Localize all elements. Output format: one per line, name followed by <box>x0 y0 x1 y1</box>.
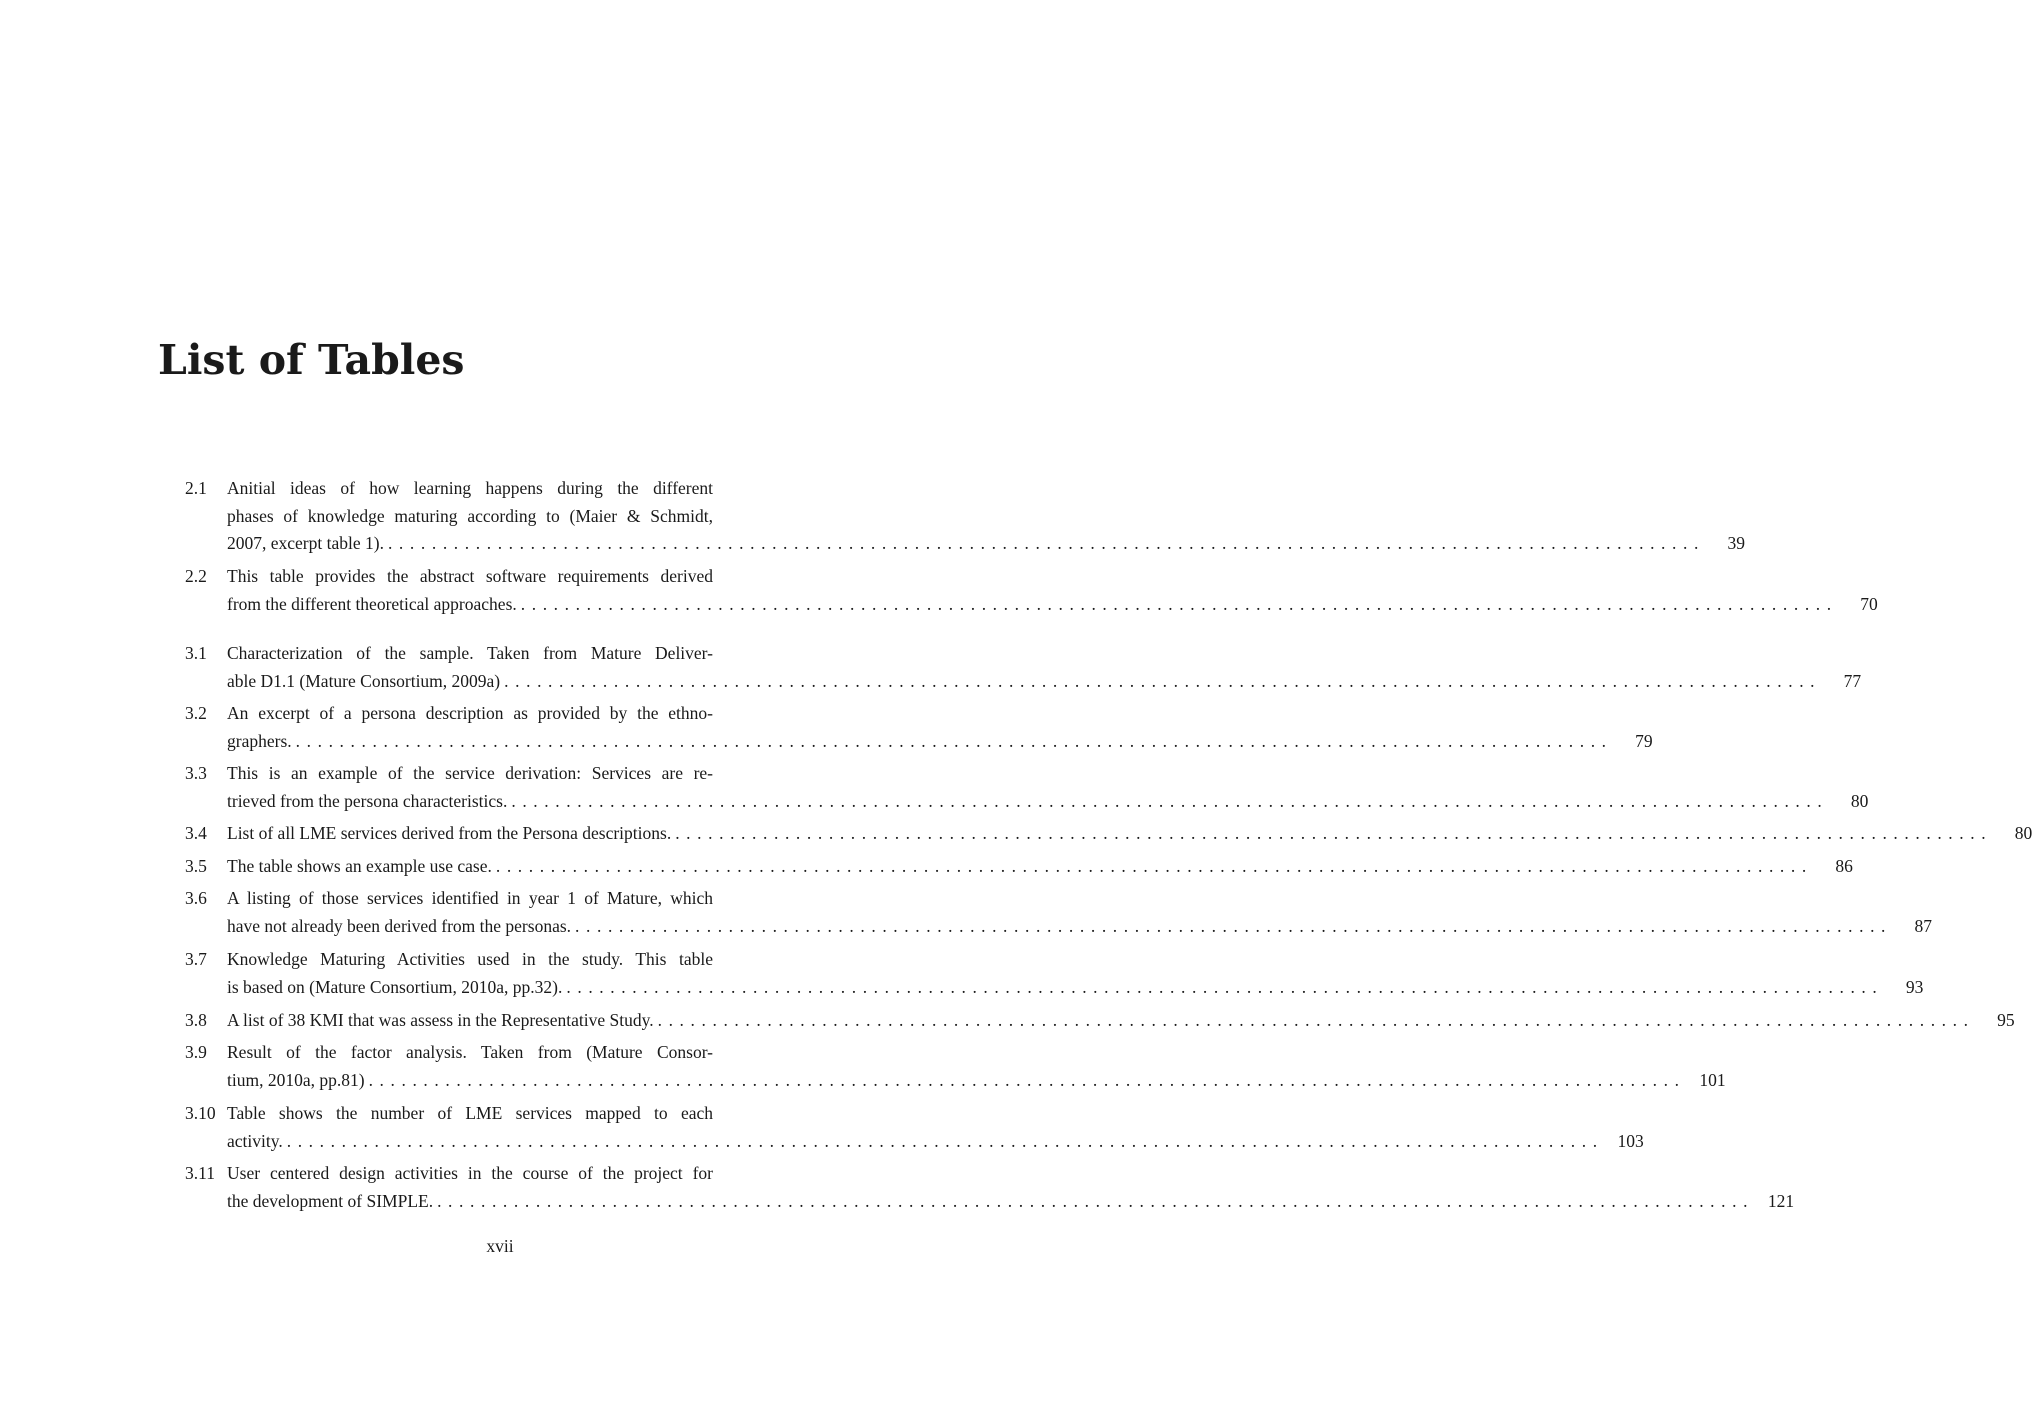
entry-page-number: 70 <box>1860 593 1878 614</box>
entry-caption <box>227 1039 1726 1094</box>
entry-page-number: 86 <box>1835 856 1853 876</box>
caption-line: graphers. <box>227 730 292 751</box>
caption-line: An excerpt of a persona description as provided by the ethno- <box>227 703 713 723</box>
entry-caption <box>227 640 1862 695</box>
entry-number: 3.11 <box>185 1163 215 1183</box>
caption-line: trieved from the persona characteristics. <box>227 790 508 811</box>
entry-number: 2.2 <box>185 566 207 586</box>
entry-caption <box>227 1100 1644 1155</box>
entry-number: 3.7 <box>185 949 207 969</box>
caption-line: A listing of those services identified in year 1 of Mature, which <box>227 888 713 908</box>
dot-leader: ........................................................................................................................ <box>575 915 1893 936</box>
entry-page-number: 121 <box>1767 1190 1795 1211</box>
caption-line: from the different theoretical approaches. <box>227 593 517 614</box>
entry-number: 3.8 <box>185 1010 207 1030</box>
caption-line: Table shows the number of LME services mapped to each <box>227 1103 713 1123</box>
toc-entry[interactable] <box>185 1100 1644 1155</box>
entry-caption <box>227 700 1653 755</box>
toc-entry[interactable] <box>185 820 2032 848</box>
caption-line: the development of SIMPLE. <box>227 1190 434 1211</box>
caption-line: is based on (Mature Consortium, 2010a, pp.32). <box>227 976 563 997</box>
entry-number: 3.1 <box>185 643 207 663</box>
toc-entry[interactable] <box>185 1007 2015 1035</box>
toc-entry[interactable] <box>185 563 1878 618</box>
entry-page-number: 80 <box>1850 790 1869 811</box>
page-title: List of Tables <box>158 336 465 384</box>
toc-entry[interactable] <box>185 1039 1726 1094</box>
toc-entry[interactable] <box>185 853 1853 881</box>
dot-leader: ........................................................................................................................ <box>675 823 1993 843</box>
caption-line: able D1.1 (Mature Consortium, 2009a) <box>227 670 501 691</box>
entry-page-number: 79 <box>1635 730 1653 751</box>
caption-line: The table shows an example use case. <box>227 856 492 876</box>
toc-entry[interactable] <box>185 640 1862 695</box>
dot-leader: ........................................................................................................................ <box>566 976 1884 997</box>
entry-page-number: 101 <box>1699 1069 1726 1090</box>
entry-number: 3.6 <box>185 888 207 908</box>
entry-caption <box>227 760 1869 815</box>
dot-leader: ........................................................................................................................ <box>437 1190 1755 1211</box>
entry-caption <box>227 853 1853 881</box>
entry-caption <box>227 563 1878 618</box>
entry-number: 3.9 <box>185 1042 207 1062</box>
entry-caption <box>227 1007 2015 1035</box>
entry-caption <box>227 946 1924 1001</box>
entry-page-number: 80 <box>2014 823 2032 843</box>
caption-line: activity. <box>227 1130 283 1151</box>
entry-number: 2.1 <box>185 478 207 498</box>
caption-line: 2007, excerpt table 1). <box>227 533 384 553</box>
entry-page-number: 93 <box>1905 976 1924 997</box>
page-number: xvii <box>486 1236 514 1256</box>
dot-leader: ........................................................................................................................ <box>286 1130 1604 1151</box>
toc-entry[interactable] <box>185 885 1933 940</box>
toc-entry[interactable] <box>185 1160 1795 1215</box>
dot-leader: ........................................................................................................................ <box>511 790 1829 811</box>
entry-page-number: 95 <box>1997 1010 2015 1030</box>
dot-leader: ........................................................................................................................ <box>368 1069 1686 1090</box>
entry-number: 3.3 <box>185 763 207 783</box>
caption-line: This table provides the abstract software requirements derived <box>227 566 713 586</box>
caption-line: List of all LME services derived from the Persona descriptions. <box>227 823 672 843</box>
entry-page-number: 103 <box>1617 1130 1644 1151</box>
entry-page-number: 39 <box>1727 533 1745 553</box>
entry-number: 3.5 <box>185 856 207 876</box>
entry-page-number: 77 <box>1843 670 1862 691</box>
caption-line: Knowledge Maturing Activities used in the study. This table <box>227 949 713 969</box>
toc-entry[interactable] <box>185 475 1745 558</box>
caption-line: User centered design activities in the course of the project for <box>227 1163 713 1183</box>
dot-leader: ........................................................................................................................ <box>387 533 1705 553</box>
toc-entry[interactable] <box>185 760 1869 815</box>
entry-number: 3.2 <box>185 703 207 723</box>
entry-number: 3.4 <box>185 823 207 843</box>
caption-line: have not already been derived from the personas. <box>227 915 572 936</box>
entry-caption <box>227 885 1933 940</box>
entry-number: 3.10 <box>185 1103 216 1123</box>
entry-caption <box>227 820 2032 848</box>
caption-line: tium, 2010a, pp.81) <box>227 1069 365 1090</box>
dot-leader: ........................................................................................................................ <box>504 670 1822 691</box>
caption-line: Anitial ideas of how learning happens during the different <box>227 478 713 498</box>
dot-leader: ........................................................................................................................ <box>657 1010 1975 1030</box>
caption-line: This is an example of the service derivation: Services are re- <box>227 763 713 783</box>
entry-page-number: 87 <box>1914 915 1933 936</box>
entry-caption <box>227 1160 1795 1215</box>
dot-leader: ........................................................................................................................ <box>520 593 1838 614</box>
dot-leader: ........................................................................................................................ <box>295 730 1613 751</box>
caption-line: A list of 38 KMI that was assess in the Representative Study. <box>227 1010 654 1030</box>
entry-caption <box>227 475 1745 558</box>
toc-entry[interactable] <box>185 946 1924 1001</box>
caption-line: Characterization of the sample. Taken from Mature Deliver- <box>227 643 713 663</box>
caption-line: Result of the factor analysis. Taken from (Mature Consor- <box>227 1042 713 1062</box>
caption-line: phases of knowledge maturing according to (Maier & Schmidt, <box>227 505 713 526</box>
toc-entry[interactable] <box>185 700 1653 755</box>
dot-leader: ........................................................................................................................ <box>495 856 1813 876</box>
